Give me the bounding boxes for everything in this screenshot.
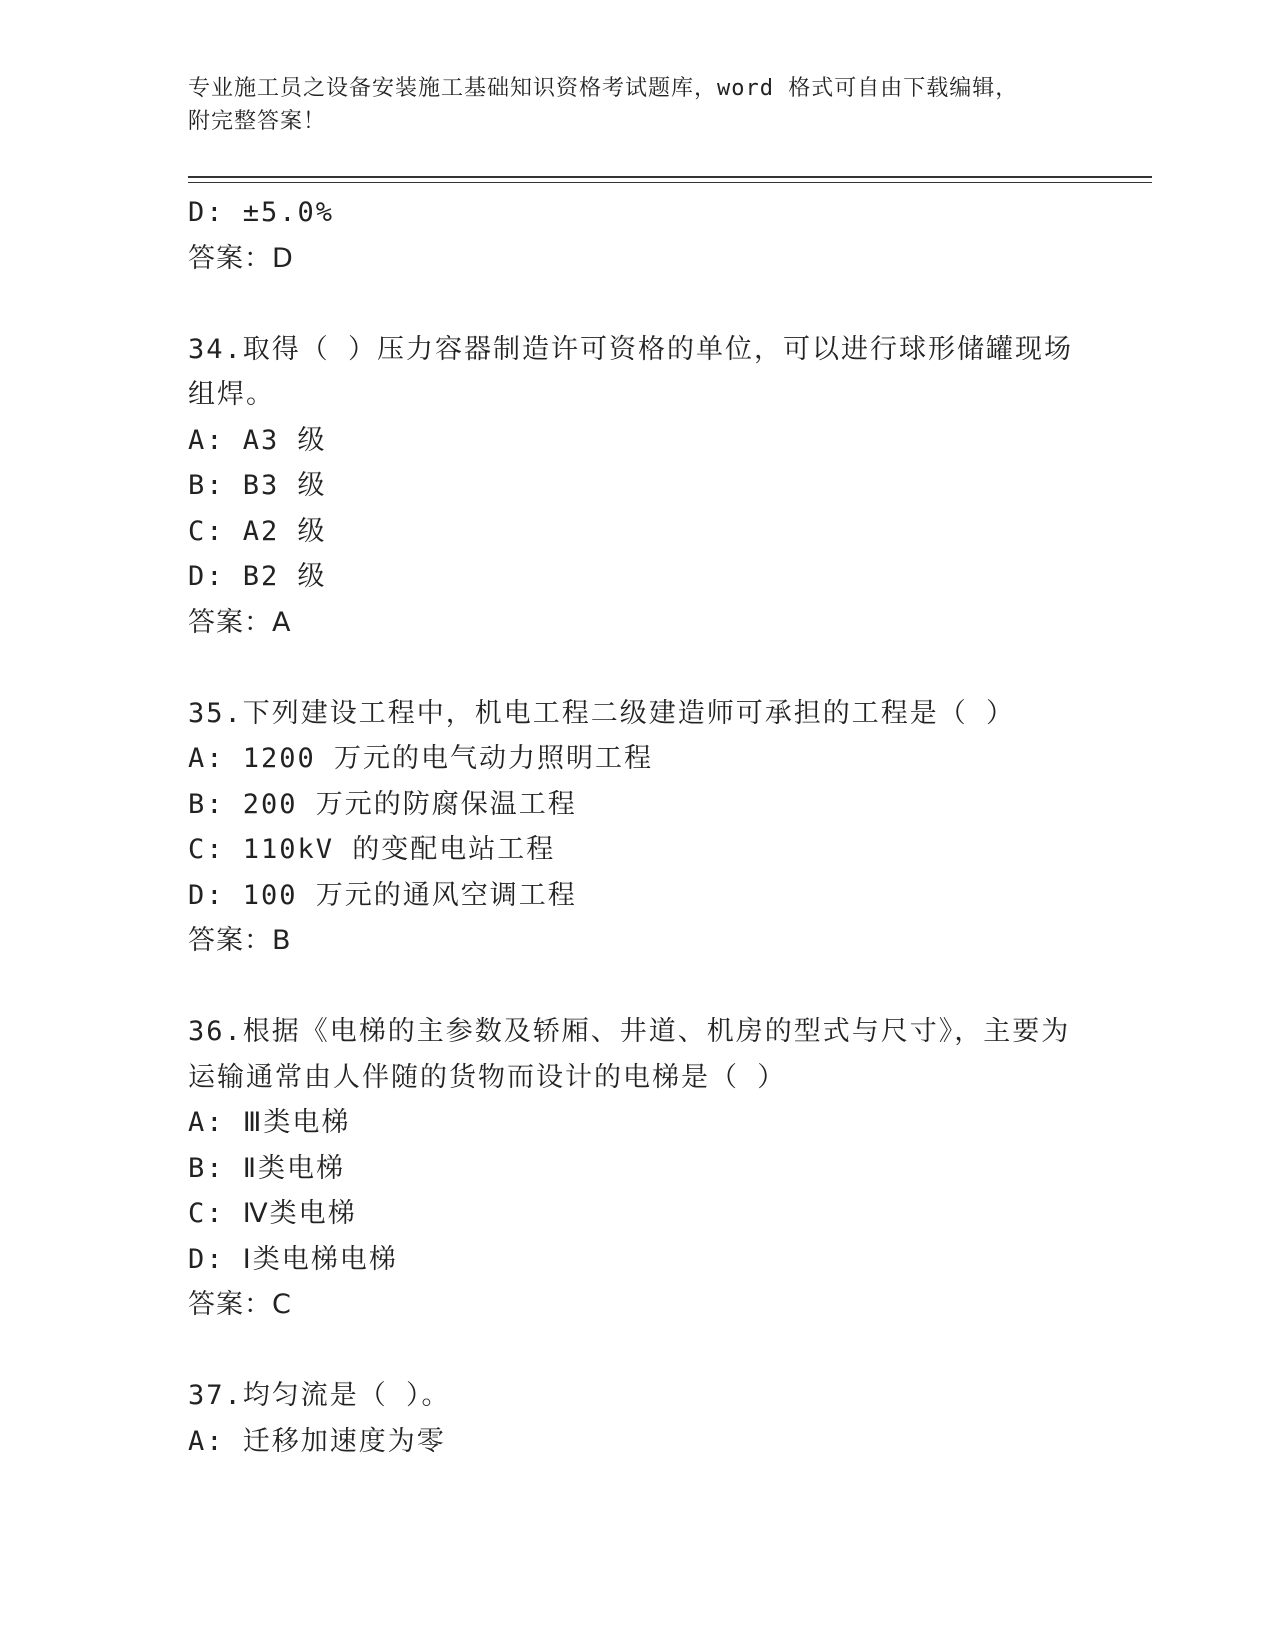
- option-d: D: 100 万元的通风空调工程: [188, 879, 577, 911]
- answer-line: 答案：C: [188, 1289, 292, 1320]
- option-b: B: 200 万元的防腐保温工程: [188, 788, 577, 820]
- header-divider-thin: [188, 182, 1152, 183]
- question-list: [188, 190, 1088, 1464]
- option-c: C: A2 级: [188, 515, 327, 547]
- header-title-line-1: 专业施工员之设备安装施工基础知识资格考试题库，word 格式可自由下载编辑，: [188, 76, 1019, 101]
- answer-line: 答案：A: [188, 606, 292, 638]
- option-d: D: ±5.0%: [188, 197, 335, 228]
- spacer: [188, 281, 1088, 327]
- option-a: A: 1200 万元的电气动力照明工程: [188, 743, 654, 774]
- question-stem-cont: 运输通常由人伴随的货物而设计的电梯是（ ）: [188, 1061, 787, 1093]
- question-stem: 34.取得（ ）压力容器制造许可资格的单位，可以进行球形储罐现场: [188, 333, 1074, 365]
- answer-line: 答案：B: [188, 925, 292, 956]
- option-c: C: 110kV 的变配电站工程: [188, 834, 556, 865]
- question-36: [188, 1009, 1088, 1328]
- question-35: [188, 691, 1088, 964]
- option-a: A: Ⅲ类电梯: [188, 1107, 351, 1138]
- answer-line: 答案：D: [188, 242, 294, 274]
- option-a: A: 迁移加速度为零: [188, 1425, 446, 1457]
- option-d: D: B2 级: [188, 561, 327, 592]
- header-title-line-2: 附完整答案！: [188, 109, 327, 134]
- question-stem-cont: 组焊。: [188, 379, 275, 410]
- spacer: [188, 645, 1088, 691]
- option-c: C: Ⅳ类电梯: [188, 1198, 357, 1229]
- question-37: [188, 1373, 1088, 1464]
- question-stem: 37.均匀流是（ ）。: [188, 1380, 451, 1411]
- page-header: [188, 72, 1068, 138]
- question-stem: 36.根据《电梯的主参数及轿厢、井道、机房的型式与尺寸》，主要为: [188, 1016, 1071, 1047]
- question-34: [188, 327, 1088, 646]
- option-b: B: B3 级: [188, 470, 327, 501]
- option-d: D: Ⅰ类电梯电梯: [188, 1243, 398, 1275]
- header-divider-thick: [188, 176, 1152, 178]
- question-stem: 35.下列建设工程中，机电工程二级建造师可承担的工程是（ ）: [188, 697, 1016, 729]
- option-a: A: A3 级: [188, 424, 327, 456]
- option-b: B: Ⅱ类电梯: [188, 1152, 346, 1184]
- spacer: [188, 964, 1088, 1010]
- spacer: [188, 1328, 1088, 1374]
